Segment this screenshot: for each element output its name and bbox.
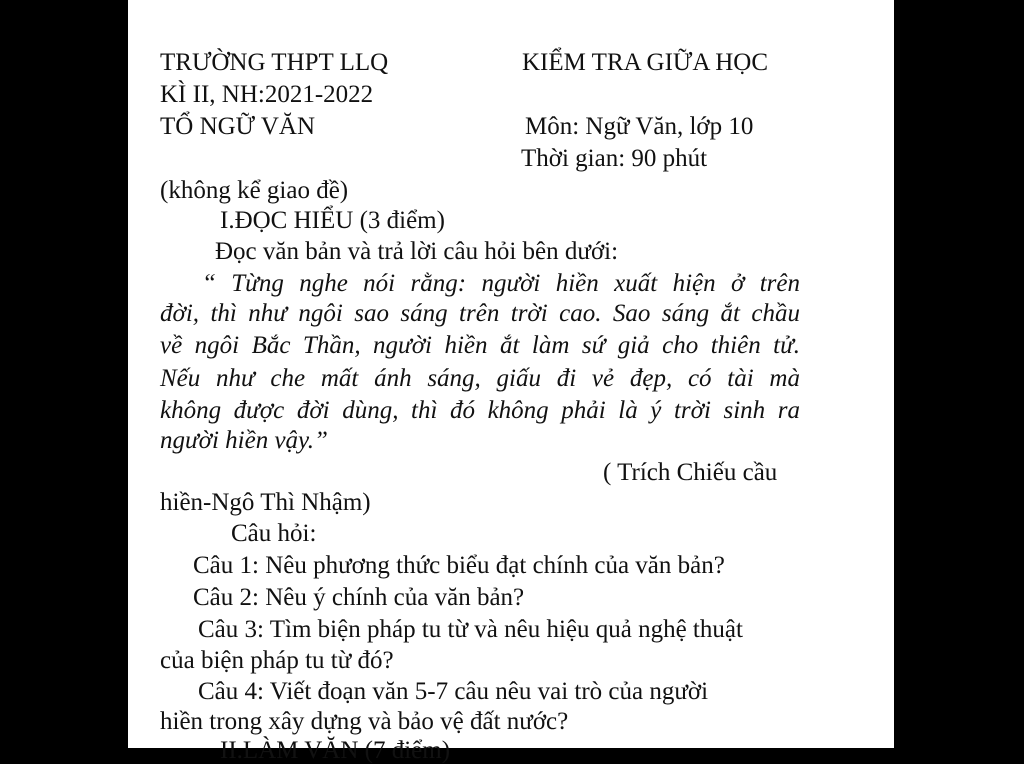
exam-page [128, 0, 894, 764]
subject-line: Môn: Ngữ Văn, lớp 10 [525, 113, 754, 140]
passage-line: về ngôi Bắc Thần, người hiền ắt làm sứ giả cho thiên tử. [160, 332, 800, 359]
passage-line: người hiền vậy.” [160, 427, 328, 454]
question-4: Câu 4: Viết đoạn văn 5-7 câu nêu vai trò của người [198, 678, 709, 705]
exam-title: KIỂM TRA GIỮA HỌC [522, 49, 769, 76]
passage-line: đời, thì như ngôi sao sáng trên trời cao. Sao sáng ắt chầu [160, 300, 800, 327]
question-3: Câu 3: Tìm biện pháp tu từ và nêu hiệu quả nghệ thuật [198, 616, 743, 643]
reading-instruction: Đọc văn bản và trả lời câu hỏi bên dưới: [215, 238, 619, 265]
section2-heading: II.LÀM VĂN (7 điểm) [220, 737, 451, 764]
duration-line: Thời gian: 90 phút [521, 145, 708, 172]
passage-line: “ Từng nghe nói rằng: người hiền xuất hiện ở trên [202, 270, 800, 297]
question-4-continued: hiền trong xây dựng và bảo vệ đất nước? [160, 708, 569, 735]
passage-line: không được đời dùng, thì đó không phải là ý trời sinh ra [160, 397, 800, 424]
question-1: Câu 1: Nêu phương thức biểu đạt chính của văn bản? [193, 552, 725, 579]
department-name: TỔ NGỮ VĂN [160, 113, 316, 140]
question-2: Câu 2: Nêu ý chính của văn bản? [193, 584, 525, 611]
questions-label: Câu hỏi: [231, 520, 317, 547]
exam-note: (không kể giao đề) [160, 177, 349, 204]
school-name: TRƯỜNG THPT LLQ [160, 49, 389, 76]
question-3-continued: của biện pháp tu từ đó? [160, 647, 394, 674]
passage-line: Nếu như che mất ánh sáng, giấu đi vẻ đẹp, có tài mà [160, 365, 800, 392]
section1-heading: I.ĐỌC HIỂU (3 điểm) [220, 207, 445, 234]
citation-line: ( Trích Chiếu cầu [603, 459, 778, 486]
citation-line: hiền-Ngô Thì Nhậm) [160, 489, 371, 516]
school-year: KÌ II, NH:2021-2022 [160, 81, 374, 108]
